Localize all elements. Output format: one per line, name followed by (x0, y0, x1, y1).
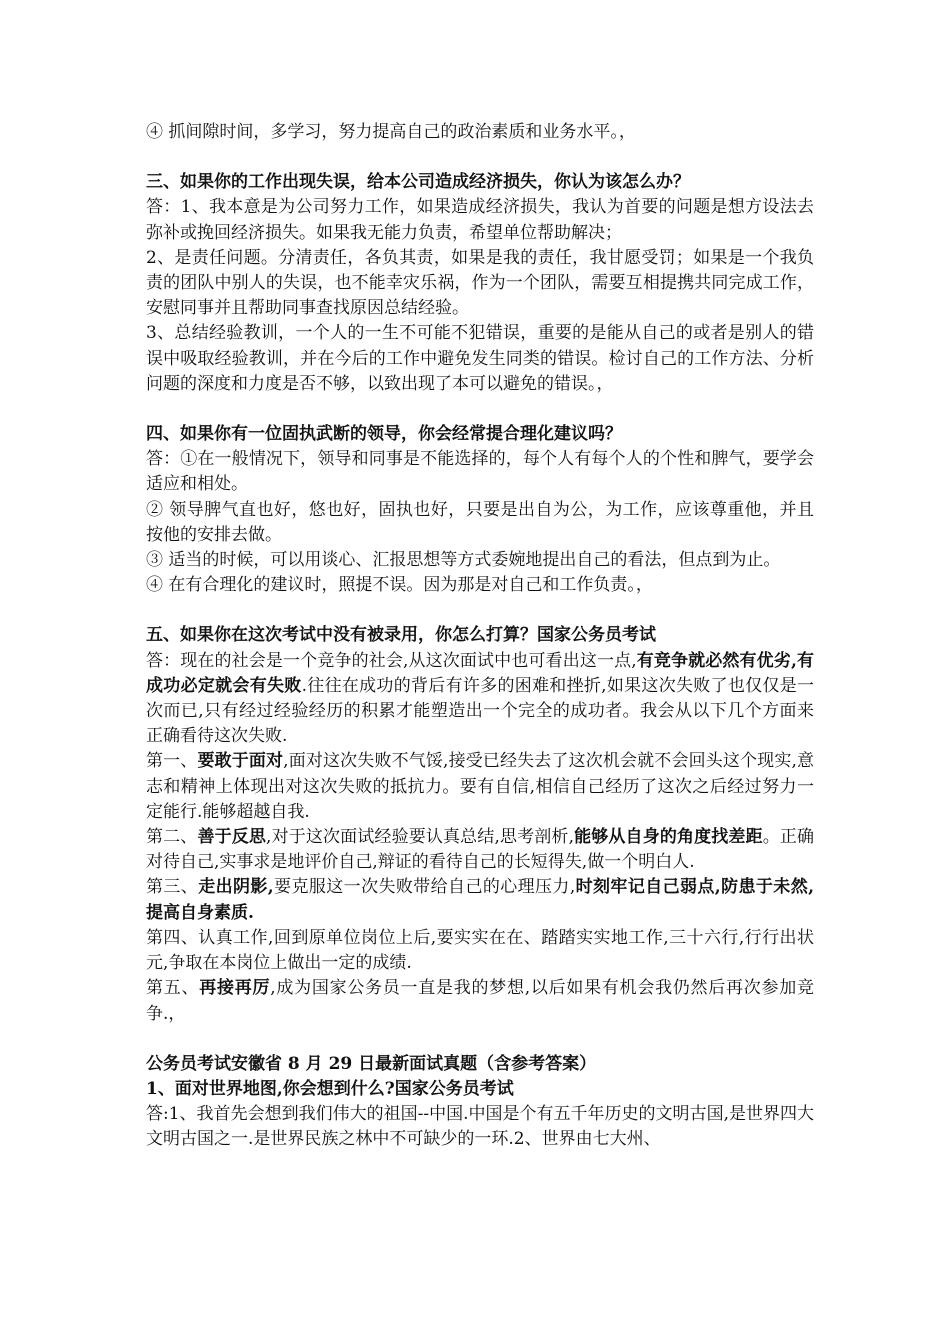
bold-run: 时刻牢记自己弱点,防患于未然,提高自身素质. (146, 877, 815, 923)
text-run: 。正确对待自己,实事求是地评价自己,辩证的看待自己的长短得失,做一个明白人. (146, 827, 815, 873)
section-5-heading: 五、如果你在这次考试中没有被录用，你怎么打算？国家公务员考试 (146, 625, 656, 646)
section-5-point-3 (146, 875, 814, 925)
section-4-answer-4: ④ 在有合理化的建议时，照提不误。因为那是对自己和工作负责。， (146, 575, 653, 596)
bold-run: 要敢于面对 (197, 751, 284, 772)
text-run: ,对于这次面试经验要认真总结,思考剖析, (266, 827, 574, 848)
section-5-point-4: 第四、认真工作,回到原单位岗位上后,要实实在在、踏踏实实地工作,三十六行,行行出状元,争取在本岗位上做出一定的成绩. (146, 927, 814, 974)
bold-run: 再接再厉 (199, 978, 271, 999)
paragraph-point-4: ④ 抓间隙时间，多学习，努力提高自己的政治素质和业务水平。， (146, 122, 636, 142)
section-3-answer-2: 2、是责任问题。分清责任，各负其责，如果是我的责任，我甘愿受罚；如果是一个我负责的团队中别人的失误，也不能幸灾乐祸，作为一个团队，需要互相提携共同完成工作，安慰同事并且帮助同事查找原因总结经验。 (146, 247, 814, 319)
bold-run: 走出阴影, (198, 877, 274, 898)
text-run: .往往在成功的背后有许多的困难和挫折,如果这次失败了也仅仅是一次而已,只有经过经验经历的积累才能塑造出一个完全的成功者。我会从以下几个方面来正确看待这次失败. (146, 675, 815, 747)
section-4-heading: 四、如果你有一位固执武断的领导，你会经常提合理化建议吗？ (146, 424, 622, 445)
section-6-question-1: 1、面对世界地图,你会想到什么?国家公务员考试 (146, 1078, 514, 1099)
section-3-heading: 三、如果你的工作出现失误，给本公司造成经济损失，你认为该怎么办？ (146, 172, 690, 193)
text-run: ,面对这次失败不气馁,接受已经失去了这次机会就不会回头这个现实,意志和精神上体现出对这次失败的抵抗力。要有自信,相信自己经历了这次之后经过努力一定能行.能够超越自我. (146, 751, 815, 822)
bold-run: 善于反思 (197, 827, 267, 848)
document-page (146, 120, 814, 1153)
section-5-point-1 (146, 749, 814, 825)
section-5-point-5 (146, 976, 814, 1026)
text-run: 第三、 (146, 877, 199, 898)
text-run: 第二、 (146, 827, 198, 848)
text-run: 第一、 (146, 751, 198, 772)
bold-run: 有竞争就必然有优劣,有成功必定就会有失败 (146, 650, 814, 696)
section-4-answer-2: ② 领导脾气直也好，悠也好，固执也好，只要是出自为公，为工作，应该尊重他，并且按他的安排去做。 (146, 499, 814, 545)
section-4-answer-3: ③ 适当的时候，可以用谈心、汇报思想等方式委婉地提出自己的看法，但点到为止。 (146, 550, 781, 571)
section-5-point-2 (146, 825, 814, 875)
text-run: ,成为国家公务员一直是我的梦想,以后如果有机会我仍然后再次参加竞争.， (146, 978, 815, 1024)
section-4-answer-1: 答：①在一般情况下，领导和同事是不能选择的，每个人有每个人的个性和脾气，要学会适应和相处。 (146, 449, 814, 495)
section-5-answer-intro (146, 649, 814, 750)
text-run: 要克服这一次失败带给自己的心理压力, (273, 877, 576, 898)
section-6-heading: 公务员考试安徽省 8 月 29 日最新面试真题（含参考答案） (146, 1053, 597, 1074)
section-6-answer-1: 答:1、我首先会想到我们伟大的祖国--中国.中国是个有五千年历史的文明古国,是世界四大文明古国之一.是世界民族之林中不可缺少的一环.2、世界由七大州、 (146, 1104, 814, 1150)
section-3-answer-1: 答：1、我本意是为公司努力工作，如果造成经济损失，我认为首要的问题是想方设法去弥补或挽回经济损失。如果我无能力负责，希望单位帮助解决； (146, 197, 814, 243)
bold-run: 能够从自身的角度找差距 (573, 827, 763, 848)
text-run: 答：现在的社会是一个竞争的社会,从这次面试中也可看出这一点, (146, 650, 637, 671)
text-run: 第五、 (146, 978, 200, 999)
section-3-answer-3: 3、总结经验教训，一个人的一生不可能不犯错误，重要的是能从自己的或者是别人的错误中吸取经验教训，并在今后的工作中避免发生同类的错误。检讨自己的工作方法、分析问题的深度和力度是否不够，以致出现了本可以避免的错误。， (146, 323, 814, 394)
